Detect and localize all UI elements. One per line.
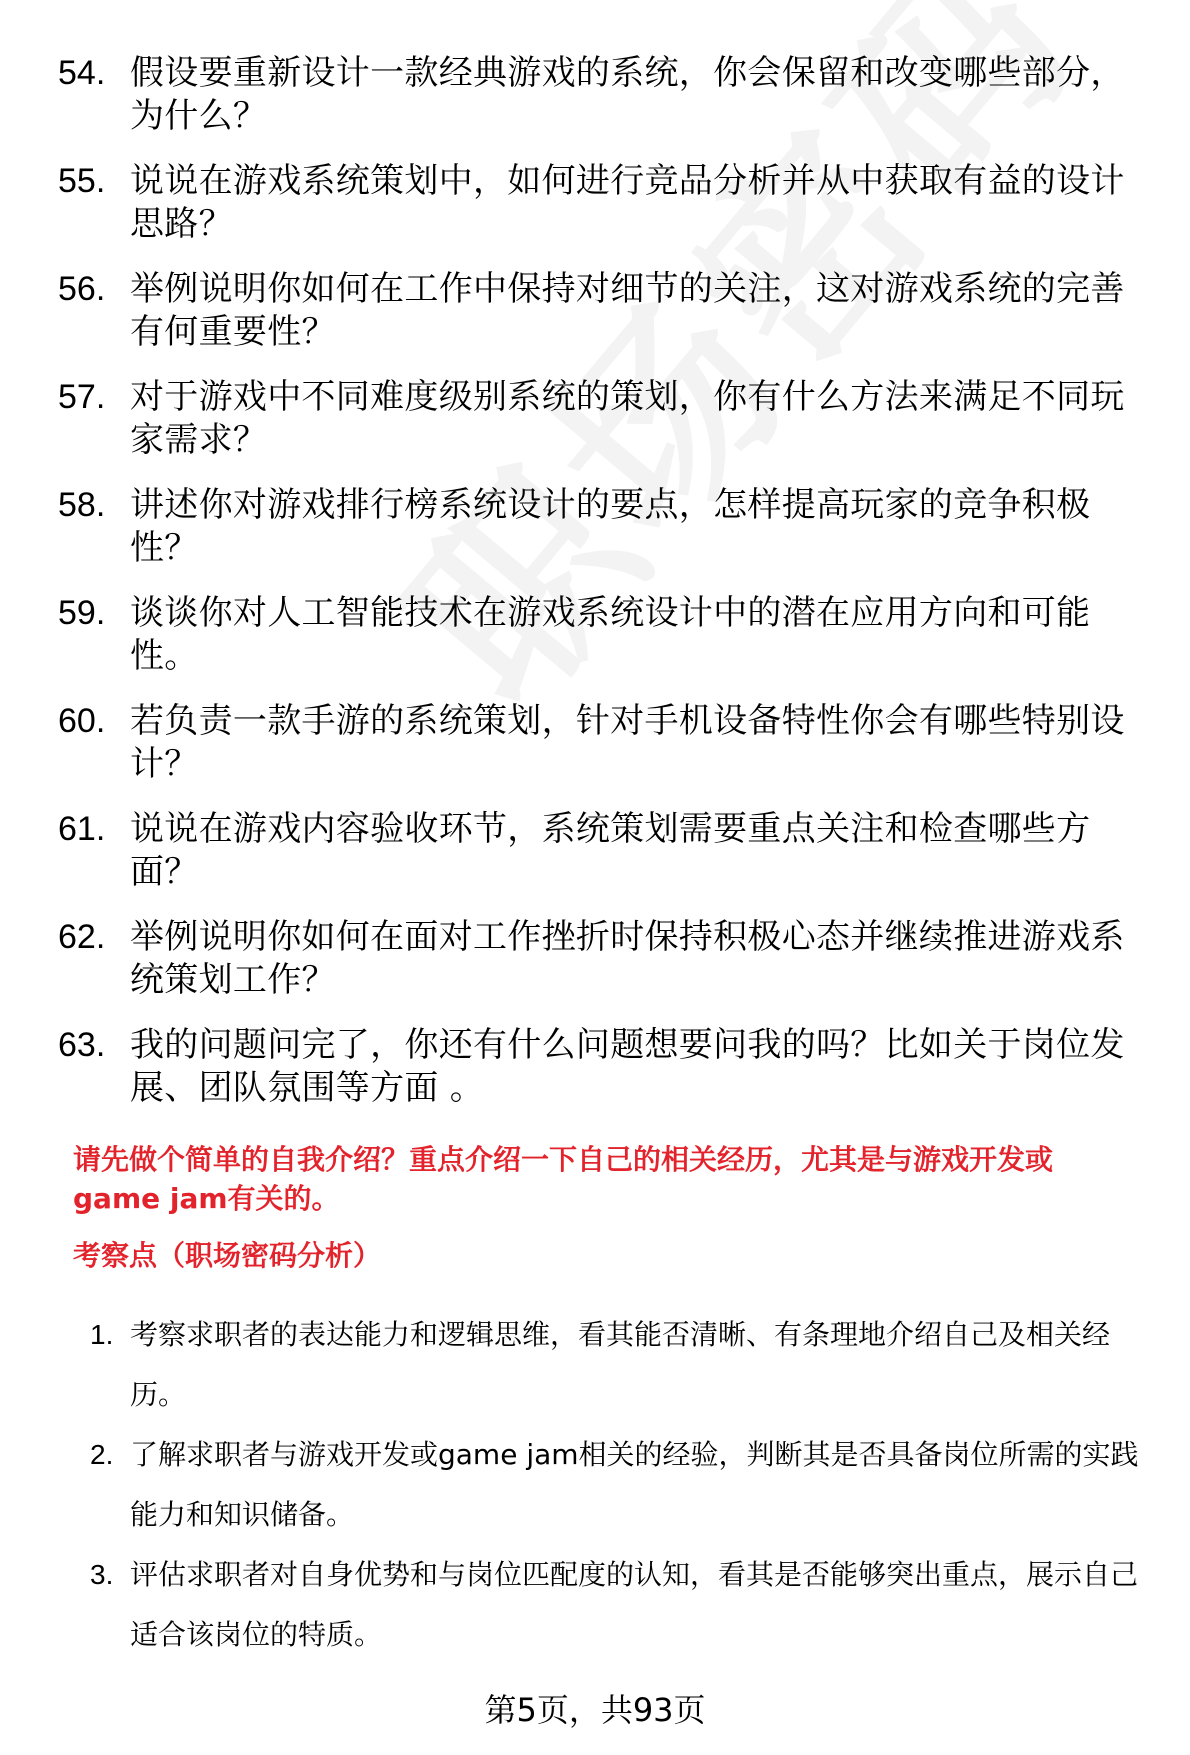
question-number: 55. [58, 162, 106, 200]
point-text: 评估求职者对自身优势和与岗位匹配度的认知，看其是否能够突出重点，展示自己适合该岗位的特质。 [130, 1558, 1139, 1651]
question-item [58, 808, 1148, 894]
question-list [58, 52, 1148, 1132]
point-number: 2. [90, 1439, 114, 1470]
page-number: 第5页，共93页 [484, 1691, 706, 1729]
question-item [58, 592, 1148, 678]
point-number: 3. [90, 1559, 114, 1590]
question-text: 若负责一款手游的系统策划，针对手机设备特性你会有哪些特别设计？ [130, 701, 1125, 784]
question-item [58, 268, 1148, 354]
question-number: 62. [58, 918, 106, 956]
question-number: 61. [58, 810, 106, 848]
question-item [58, 376, 1148, 462]
point-number: 1. [90, 1319, 114, 1350]
question-text: 举例说明你如何在面对工作挫折时保持积极心态并继续推进游戏系统策划工作？ [130, 917, 1125, 1000]
question-number: 60. [58, 702, 106, 740]
section-subheading: 考察点（职场密码分析） [73, 1239, 382, 1272]
analysis-point [90, 1425, 1165, 1545]
question-text: 对于游戏中不同难度级别系统的策划，你有什么方法来满足不同玩家需求？ [130, 377, 1125, 460]
question-item [58, 1024, 1148, 1110]
question-text: 举例说明你如何在工作中保持对细节的关注，这对游戏系统的完善有何重要性？ [130, 269, 1125, 352]
analysis-point [90, 1305, 1165, 1425]
question-text: 讲述你对游戏排行榜系统设计的要点，怎样提高玩家的竞争积极性？ [130, 485, 1091, 568]
question-number: 57. [58, 378, 106, 416]
question-item [58, 700, 1148, 786]
question-number: 58. [58, 486, 106, 524]
point-text: 了解求职者与游戏开发或game jam相关的经验，判断其是否具备岗位所需的实践能力和知识储备。 [130, 1438, 1139, 1531]
question-text: 谈谈你对人工智能技术在游戏系统设计中的潜在应用方向和可能性。 [130, 593, 1091, 676]
analysis-point-list [90, 1305, 1165, 1665]
question-text: 我的问题问完了，你还有什么问题想要问我的吗？比如关于岗位发展、团队氛围等方面 。 [130, 1025, 1125, 1108]
question-item [58, 484, 1148, 570]
question-text: 说说在游戏系统策划中，如何进行竞品分析并从中获取有益的设计思路？ [130, 161, 1125, 244]
question-number: 54. [58, 54, 106, 92]
question-number: 59. [58, 594, 106, 632]
question-item [58, 52, 1148, 138]
question-number: 56. [58, 270, 106, 308]
question-text: 说说在游戏内容验收环节，系统策划需要重点关注和检查哪些方面？ [130, 809, 1091, 892]
question-item [58, 916, 1148, 1002]
question-text: 假设要重新设计一款经典游戏的系统，你会保留和改变哪些部分，为什么？ [130, 53, 1125, 136]
analysis-point [90, 1545, 1165, 1665]
question-item [58, 160, 1148, 246]
question-number: 63. [58, 1026, 106, 1064]
section-heading: 请先做个简单的自我介绍？重点介绍一下自己的相关经历，尤其是与游戏开发或game jam有关的。 [73, 1143, 1054, 1215]
point-text: 考察求职者的表达能力和逻辑思维，看其能否清晰、有条理地介绍自己及相关经历。 [130, 1318, 1111, 1411]
